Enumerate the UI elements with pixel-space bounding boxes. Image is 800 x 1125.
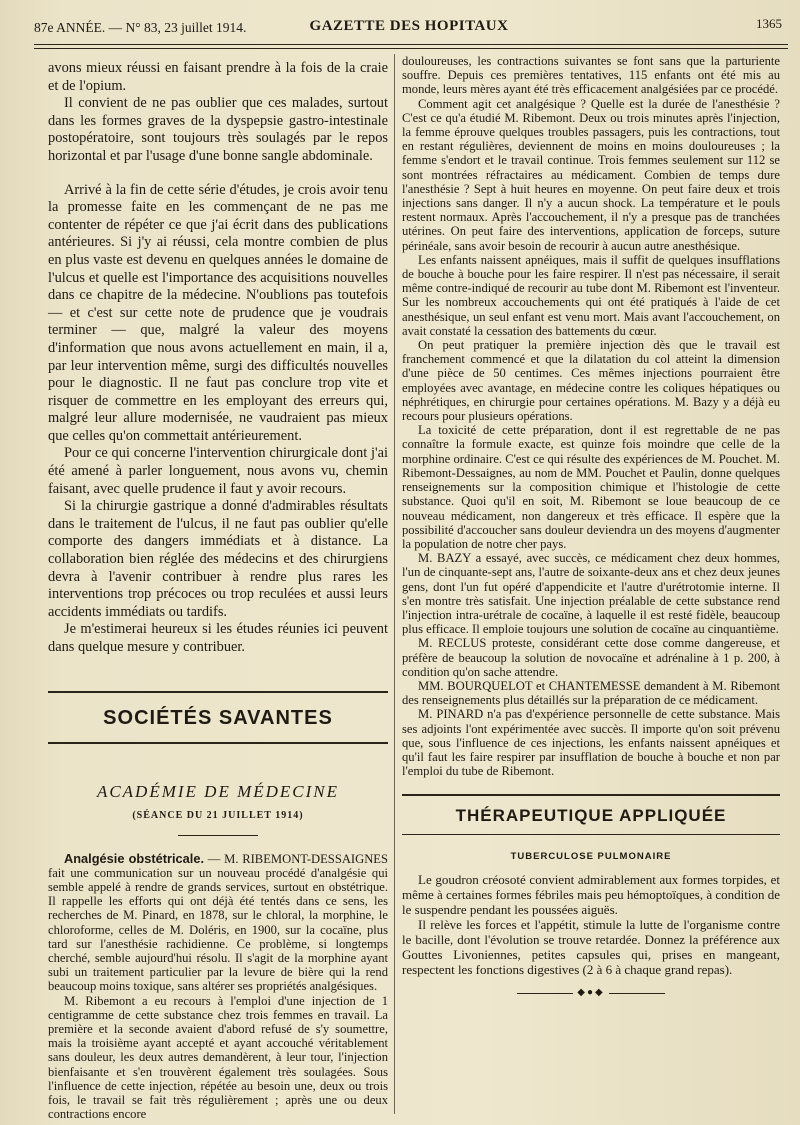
paragraph: Le goudron créosoté convient admirablement aux formes torpides, et même à certaines formes fébriles mais peu hémoptoïques, à condition de le suspendre pendant les poussées aiguës. bbox=[402, 872, 780, 918]
section-title: SOCIÉTÉS SAVANTES bbox=[103, 706, 333, 729]
paragraph: Comment agit cet analgésique ? Quelle est la durée de l'anesthésie ? C'est ce qu'a étudié M. Ribemont. Deux ou trois minutes après l'injection, la femme éprouve quelques troubles passagers, puis les contractions, tout en restant régulières, deviennent de moins en moins douloureuses ; la femme s'endort et le travail continue. Trois femmes seulement sur 112 se sont montrées réfractaires au médicament. Combien de temps dure l'anesthésie ? Sept à huit heures en moyenne. On peut faire deux et trois injections sans danger. Il n'y a aucun shock. La température et le pouls restent normaux. Après l'accouchement, il n'y a presque pas de tranchées utérines. On peut faire des interventions, application de forceps, suture périnéale, sans avoir besoin de recourir à aucun autre anesthésique. bbox=[402, 96, 780, 253]
paragraph: Les enfants naissent apnéiques, mais il suffit de quelques insufflations de bouche à bouche pour les faire respirer. Il n'est pas nécessaire, il serait même contre-indiqué de recourir au tube dont M. Ribemont est l'inventeur. Sur les nombreux accouchements qui ont été pratiqués à l'aide de cet anesthésique, un seul enfant est venu mort. Mais avant l'accouchement, on avait constaté la cessation des battements du cœur. bbox=[402, 252, 780, 338]
section-heading bbox=[402, 794, 780, 835]
paragraph: Pour ce qui concerne l'intervention chirurgicale dont j'ai été amené à parler longuement, nous avons vu, chemin faisant, avec quelle prudence il faut y avoir recours. bbox=[48, 445, 388, 497]
paragraph: avons mieux réussi en faisant prendre à la fois de la craie et de l'opium. bbox=[48, 60, 388, 94]
paragraph: MM. BOURQUELOT et CHANTEMESSE demandent à M. Ribemont des renseignements plus détaillés sur la préparation de ce médicament. bbox=[402, 678, 780, 708]
page-number: 1365 bbox=[756, 16, 782, 31]
paragraph: Arrivé à la fin de cette série d'études, je crois avoir tenu la promesse faite en les commençant de ne pas me contenter de répéter ce que j'ai écrit dans des publications antérieures. Si j'y ai réussi, cela montre combien de plus en plus vaste est devenu en quelques années le domaine de l'ulcus et quelle est l'importance des acquisitions nouvelles dans ce chapitre de la médecine. N'oublions pas toutefois — et c'est sur cette note de prudence que je voudrais terminer — que, malgré la valeur des moyens d'information que nous avons actuellement en main, il a, par leur intervention même, surgi des difficultés nouvelles pour le diagnostic. Il ne faut pas conclure trop vite et risquer de commettre en les employant des erreurs qui, malgré leur allure modernisée, ne vaudraient pas mieux que celles qu'on commettait antérieurement. bbox=[48, 181, 388, 444]
paragraph: M. Ribemont a eu recours à l'emploi d'une injection de 1 centigramme de cette substance chez trois femmes en travail. La première et la seconde avaient d'abord refusé de s'y soumettre, mais la troisième ayant accepté et ayant accouché véritablement sans douleur, les deux autres demandèrent, à leur tour, l'injection bienfaisante et s'en trouvèrent également très soulagées. Sous l'influence de cette injection, répétée au besoin une, deux ou trois fois, le travail se fait très régulièrement ; après une ou deux contractions encore bbox=[48, 993, 388, 1122]
left-column bbox=[48, 60, 388, 1121]
session-date: (SÉANCE DU 21 JUILLET 1914) bbox=[132, 809, 304, 821]
end-ornament: ◆●◆ bbox=[402, 987, 780, 998]
spacer bbox=[48, 166, 388, 182]
section-title: THÉRAPEUTIQUE APPLIQUÉE bbox=[455, 806, 727, 826]
academy-heading bbox=[48, 782, 388, 836]
paragraph: Je m'estimerai heureux si les études réunies ici peuvent dans quelque mesure y contribuer. bbox=[48, 621, 388, 655]
runin-text: — M. RIBEMONT-DESSAIGNES fait une communication sur un nouveau procédé d'analgésie qui semble appelé à rendre de grands services, surtout en obstétrique. Il rappelle les efforts qui ont déjà été tentés dans ce sens, les recherches de M. Pinard, en 1878, sur le chloral, la morphine, le chloroforme, celles de M. Doléris, en 1900, sur la cocaïne, plus tard sur l'anesthésie rachidienne. Ce problème, si longtemps cherché, semble aujourd'hui résolu. Il s'agit de la morphine ayant subi un traitement particulier par la levure de bière qui la rend beaucoup moins toxique, sans altérer ses propriétés analgésiques. bbox=[48, 851, 388, 994]
issue-info: 87e ANNÉE. — N° 83, 23 juillet 1914. bbox=[34, 20, 247, 35]
paragraph: La toxicité de cette préparation, dont il est regrettable de ne pas connaître la formule exacte, est quinze fois moindre que celle de la morphine ordinaire. C'est ce qui résulte des expériences de M. Pouchet. M. Ribemont-Dessaignes, au nom de MM. Pouchet et Paulin, donne quelques renseignements sur la composition chimique et l'histologie de cette substance. Quoi qu'il en soit, M. Ribemont se loue beaucoup de ce nouveau médicament, non dangereux et très efficace. Il espère que la possibilité d'accoucher sans douleur deviendra un des moyens d'augmenter la population de notre cher pays. bbox=[402, 423, 780, 551]
analgesie-paragraph bbox=[48, 852, 388, 994]
paragraph: M. RECLUS proteste, considérant cette dose comme dangereuse, et préfère de beaucoup la solution de novocaïne et adrénaline à 1 p. 200, à condition qu'on sache attendre. bbox=[402, 636, 780, 679]
paragraph: Il convient de ne pas oublier que ces malades, surtout dans les formes graves de la dyspepsie gastro-intestinale postopératoire, sont toujours très soulagés par le repos horizontal et par l'usage d'une bonne sangle abdominale. bbox=[48, 95, 388, 164]
academy-name: ACADÉMIE DE MÉDECINE bbox=[96, 781, 340, 801]
paragraph: Si la chirurgie gastrique a donné d'admirables résultats dans le traitement de l'ulcus, il ne faut pas oublier qu'elle comporte des dangers immédiats et à distance. La collaboration bien réglée des médecins et des chirurgiens devra à l'avenir contribuer à rendre plus rares les interventions trop précoces ou trop reculées et aussi leurs accidents immédiats ou tardifs. bbox=[48, 498, 388, 620]
column-divider bbox=[394, 54, 395, 1114]
paragraph: M. BAZY a essayé, avec succès, ce médicament chez deux hommes, l'un de cinquante-sept ans, l'autre de soixante-deux ans et chez deux jeunes gens, dont l'un fut opéré d'appendicite et l'autre d'urétrotomie interne. Il s'en montre très satisfait. Une injection préalable de cette substance rend l'injection intra-urétrale de cocaïne, à laquelle il est resté fidèle, beaucoup plus efficace. Il emploie toujours une solution de cocaïne au cinquantième. bbox=[402, 551, 780, 637]
paragraph: M. PINARD n'a pas d'expérience personnelle de cette substance. Mais ses adjoints l'ont expérimentée avec succès. Il importe qu'on soit prévenu que, sous l'influence de ces injections, les enfants naissent apnéiques et qu'il faut les faire respirer par insufflation de bouche à bouche et non par l'emploi du tube de Ribemont. bbox=[402, 707, 780, 779]
runin-title: Analgésie obstétricale. bbox=[64, 850, 205, 866]
section-heading bbox=[48, 691, 388, 744]
paragraph: douloureuses, les contractions suivantes se font sans que la parturiente souffre. Depuis ces premières tentatives, 115 enfants ont été mis au monde, leurs mères ayant été très efficacement analgésiées par ce procédé. bbox=[402, 54, 780, 97]
running-head bbox=[30, 14, 788, 38]
journal-title: GAZETTE DES HOPITAUX bbox=[309, 18, 509, 34]
subsection-title: TUBERCULOSE PULMONAIRE bbox=[510, 851, 672, 863]
paragraph: On peut pratiquer la première injection dès que le travail est franchement commencé et que la dilatation du col atteint la dimension d'une pièce de 50 centimes. Ces mêmes injections pourraient être employées avec avantage, en médecine contre les coliques hépatiques ou néphrétiques, en chirurgie pour certaines opérations. M. Bazy y a déjà eu recours pour plusieurs opérations. bbox=[402, 338, 780, 424]
divider bbox=[178, 835, 258, 836]
header-rule bbox=[34, 44, 788, 49]
paragraph: Il relève les forces et l'appétit, stimule la lutte de l'organisme contre le bacille, dont l'évolution se trouve retardée. Donnez la préférence aux Gouttes Livoniennes, petites capsules qui, prises en mangeant, respectent les fonctions digestives (2 à 6 à chaque grand repas). bbox=[402, 917, 780, 978]
right-column bbox=[402, 54, 780, 998]
